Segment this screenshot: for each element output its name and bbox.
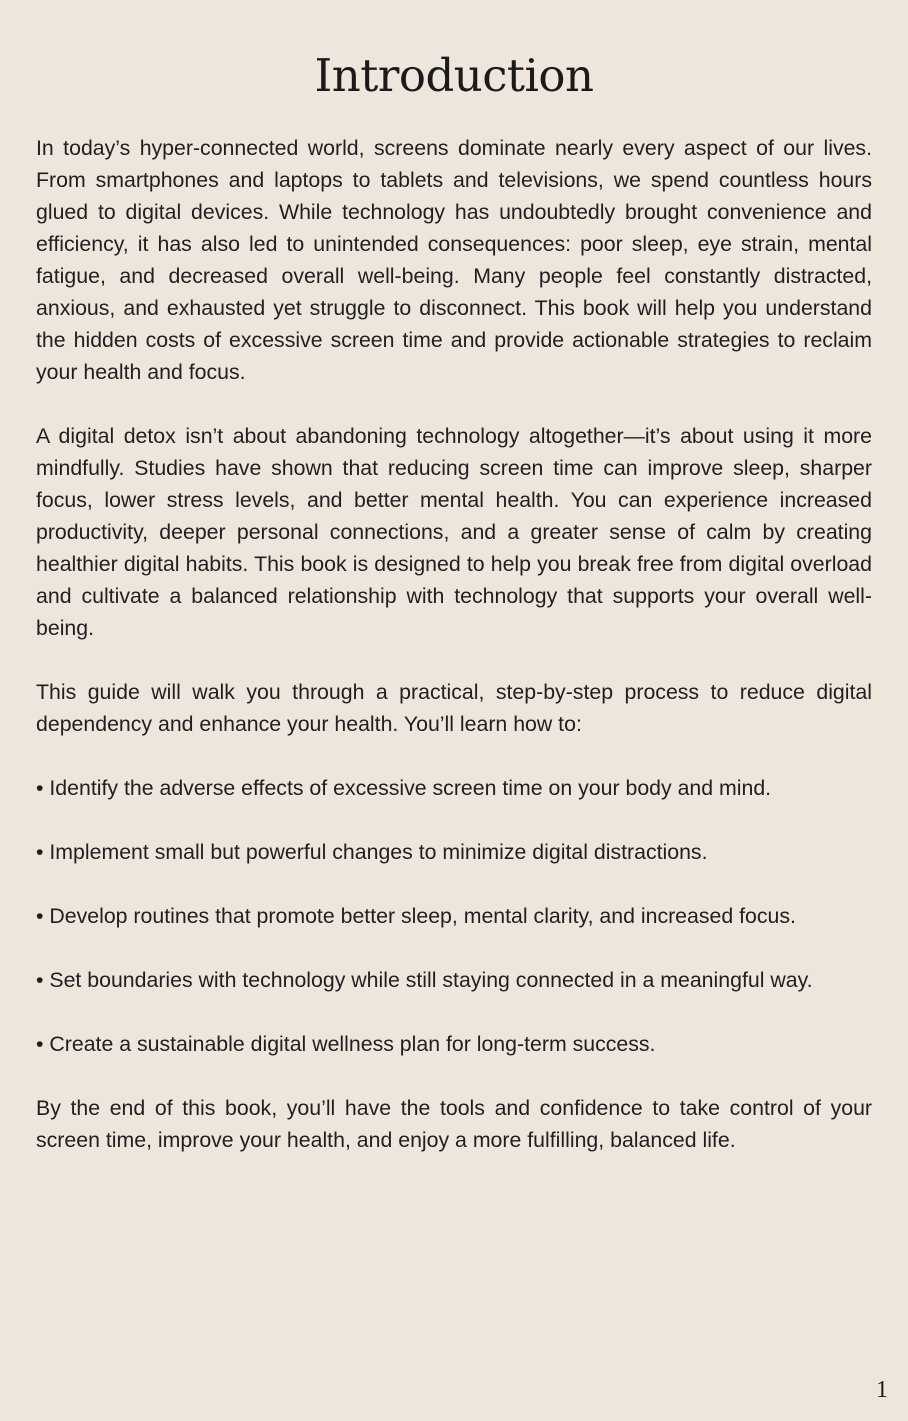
- bullet-item: • Implement small but powerful changes to minimize digital distractions.: [36, 840, 708, 864]
- body-text: [36, 132, 872, 1188]
- page-title: Introduction: [314, 49, 594, 102]
- bullet-item: • Develop routines that promote better sleep, mental clarity, and increased focus.: [36, 904, 796, 928]
- bullet-item: • Identify the adverse effects of excessive screen time on your body and mind.: [36, 776, 772, 800]
- intro-paragraph-2: A digital detox isn’t about abandoning technology altogether—it’s about using it more mindfully. Studies have shown that reducing screen time can improve sleep, sharper focus, lower stress levels, and better mental health. You can experience increased productivity, deeper personal connections, and a greater sense of calm by creating healthier digital habits. This book is designed to help you break free from digital overload and cultivate a balanced relationship with technology that supports your overall well-being.: [36, 424, 872, 640]
- bullet-item: • Create a sustainable digital wellness plan for long-term success.: [36, 1032, 656, 1056]
- page-number: 1: [876, 1377, 888, 1403]
- closing-paragraph: By the end of this book, you’ll have the tools and confidence to take control of your screen time, improve your health, and enjoy a more fulfilling, balanced life.: [36, 1096, 872, 1152]
- intro-paragraph-1: In today’s hyper-connected world, screens dominate nearly every aspect of our lives. From smartphones and laptops to tablets and televisions, we spend countless hours glued to digital devices. While technology has undoubtedly brought convenience and efficiency, it has also led to unintended consequences: poor sleep, eye strain, mental fatigue, and decreased overall well-being. Many people feel constantly distracted, anxious, and exhausted yet struggle to disconnect. This book will help you understand the hidden costs of excessive screen time and provide actionable strategies to reclaim your health and focus.: [36, 136, 872, 384]
- intro-paragraph-3: This guide will walk you through a practical, step-by-step process to reduce digital dependency and enhance your health. You’ll learn how to:: [36, 680, 872, 736]
- bullet-item: • Set boundaries with technology while still staying connected in a meaningful way.: [36, 968, 813, 992]
